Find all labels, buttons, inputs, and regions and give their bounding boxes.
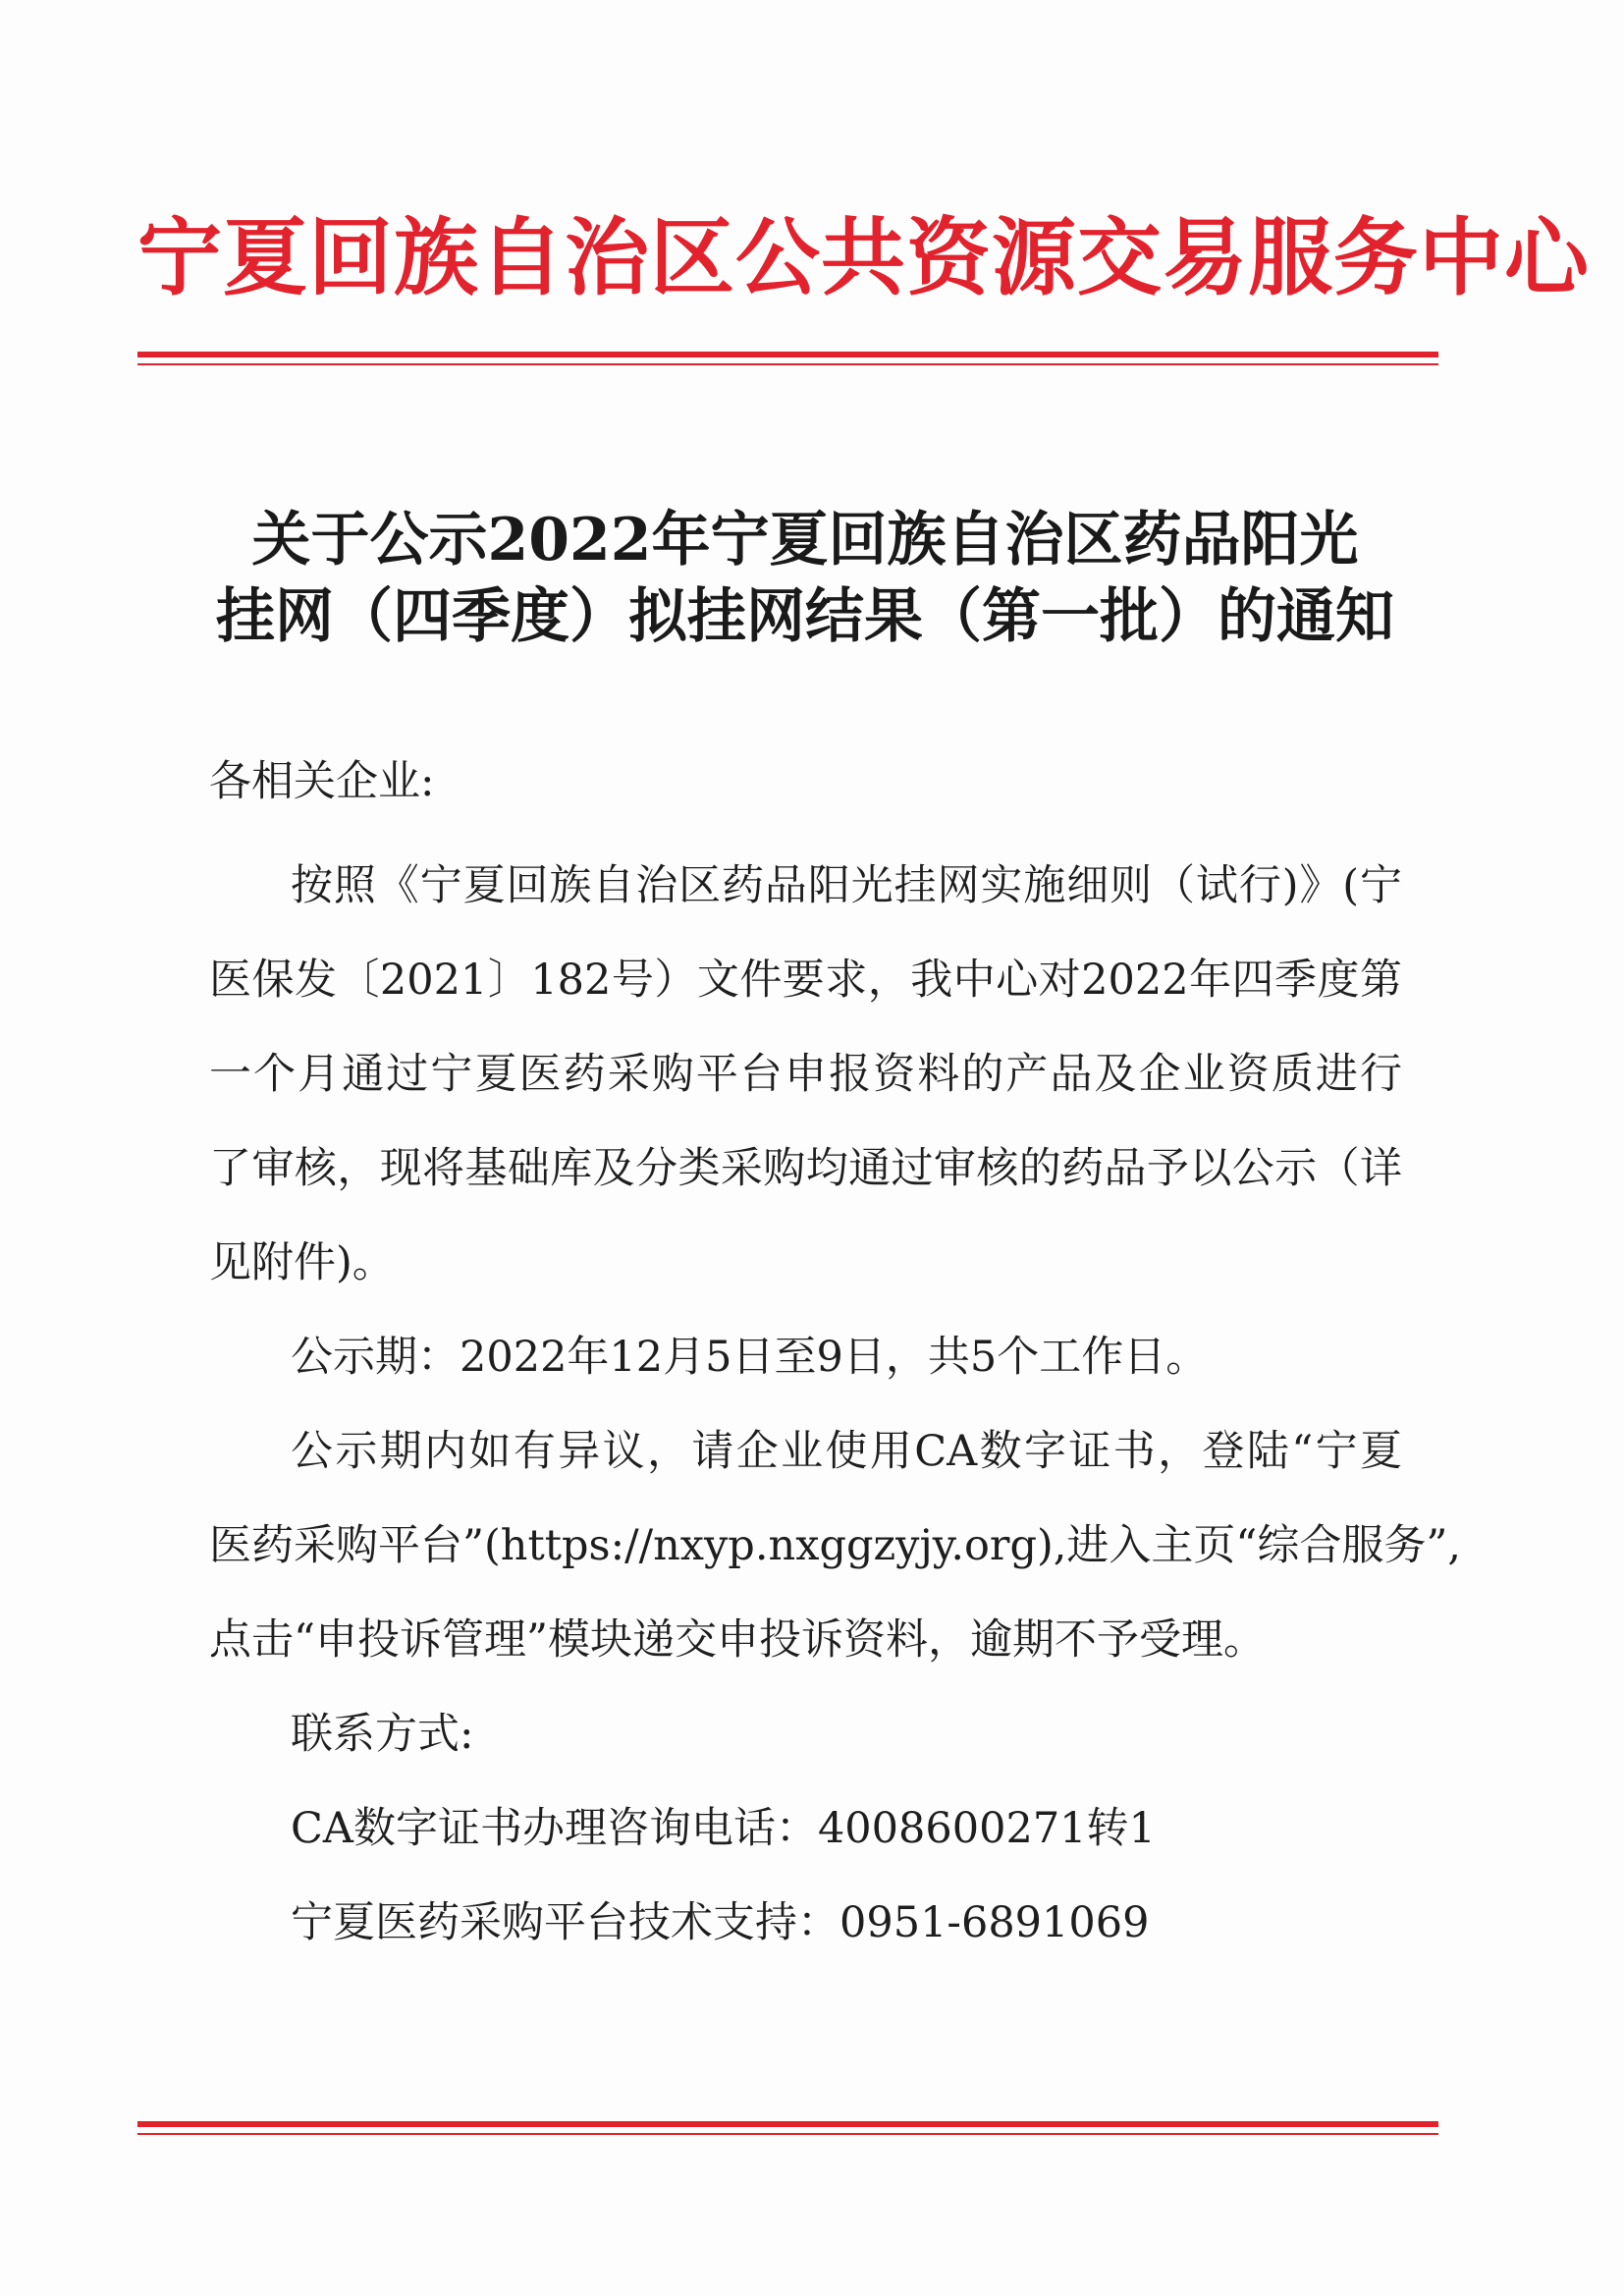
footer-red-rule-thick <box>137 2121 1438 2127</box>
paragraph-2-line-3: 点击“申投诉管理”模块递交申投诉资料，逾期不予受理。 <box>209 1615 1266 1665</box>
contact-heading: 联系方式: <box>291 1710 474 1759</box>
contact-tech-support: 宁夏医药采购平台技术支持：0951-6891069 <box>291 1898 1150 1947</box>
paragraph-1-line-3: 一个月通过宁夏医药采购平台申报资料的产品及企业资质进行 <box>209 1050 1402 1099</box>
paragraph-2-line-2: 医药采购平台”(https://nxyp.nxggzyjy.org),进入主页“综合服务”, <box>209 1521 1462 1570</box>
paragraph-1-line-1: 按照《宁夏回族自治区药品阳光挂网实施细则（试行)》(宁 <box>291 861 1402 910</box>
paragraph-1-line-5: 见附件)。 <box>209 1238 395 1287</box>
contact-ca-phone: CA数字证书办理咨询电话：4008600271转1 <box>291 1804 1156 1853</box>
header-red-rule-thin <box>137 363 1438 365</box>
footer-red-rule-thin <box>137 2133 1438 2135</box>
paragraph-2-line-1: 公示期内如有异议，请企业使用CA数字证书，登陆“宁夏 <box>291 1427 1402 1476</box>
paragraph-1-line-2: 医保发〔2021〕182号）文件要求，我中心对2022年四季度第 <box>209 956 1402 1005</box>
publicity-period: 公示期：2022年12月5日至9日，共5个工作日。 <box>291 1333 1209 1382</box>
document-title-line-1: 关于公示2022年宁夏回族自治区药品阳光 <box>251 506 1359 574</box>
document-title-line-2: 挂网（四季度）拟挂网结果（第一批）的通知 <box>216 582 1394 651</box>
header-red-rule-thick <box>137 352 1438 357</box>
salutation: 各相关企业: <box>209 757 435 806</box>
paragraph-1-line-4: 了审核，现将基础库及分类采购均通过审核的药品予以公示（详 <box>209 1144 1402 1193</box>
issuing-organization-header: 宁夏回族自治区公共资源交易服务中心 <box>137 209 1590 307</box>
